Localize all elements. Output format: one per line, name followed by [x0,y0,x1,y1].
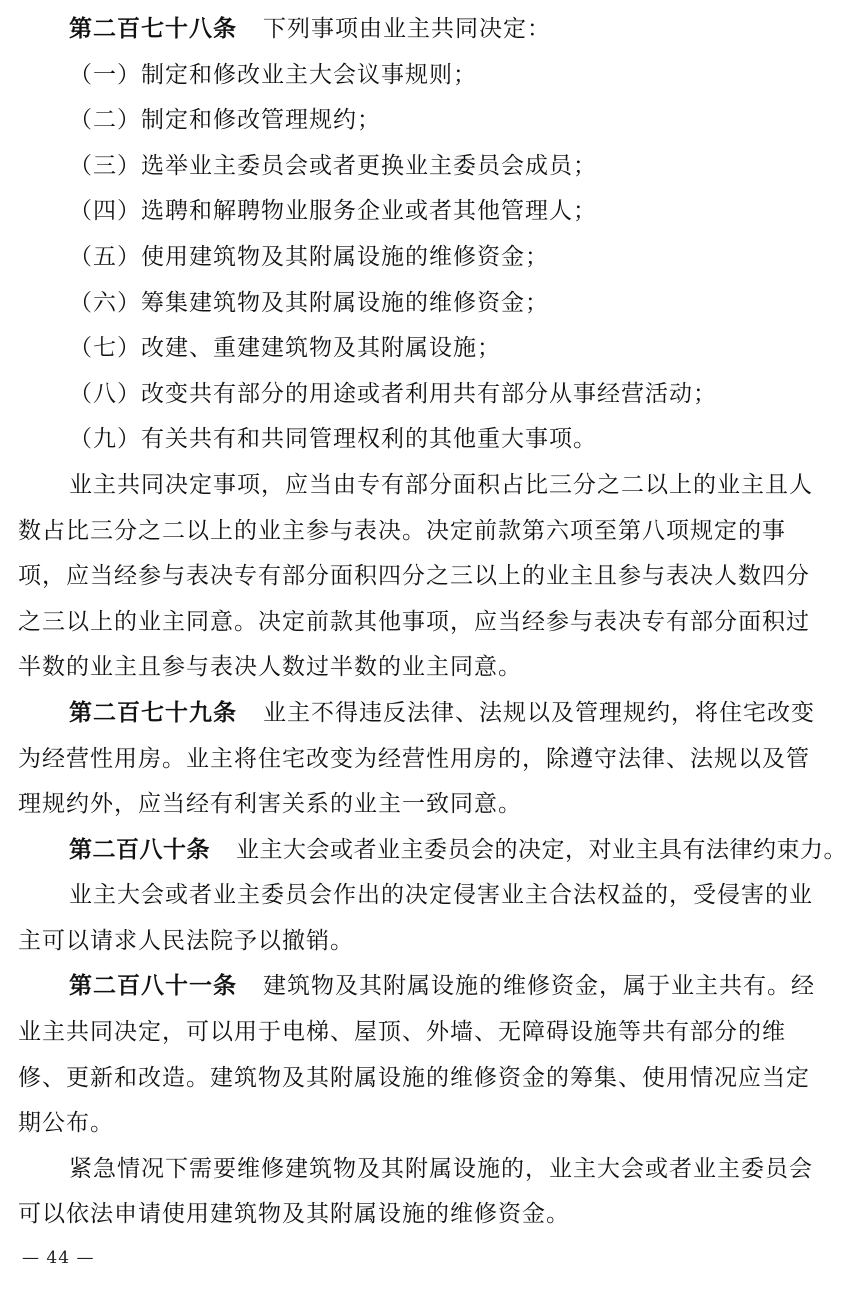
article-281-heading-line [18,964,852,1010]
article-278-item: （九）有关共有和共同管理权利的其他重大事项。 [69,426,597,453]
article-278-item: （二）制定和修改管理规约； [69,107,381,134]
article-281-heading: 第二百八十一条 [69,973,237,1000]
article-278-item: （八）改变共有部分的用途或者利用共有部分从事经营活动； [69,380,717,407]
article-278-item: （三）选举业主委员会或者更换业主委员会成员； [69,152,597,179]
article-280-paragraph-line: 主可以请求人民法院予以撤销。 [18,927,354,954]
article-278-item: （六）筹集建筑物及其附属设施的维修资金； [69,289,549,316]
article-279-heading-line [18,691,852,737]
article-278-item: （五）使用建筑物及其附属设施的维修资金； [69,243,549,270]
article-280-text: 业主大会或者业主委员会的决定，对业主具有法律约束力。 [236,836,847,863]
article-278-paragraph-line: 之三以上的业主同意。决定前款其他事项，应当经参与表决专有部分面积过 [18,608,810,635]
article-278-heading-line [18,7,852,53]
article-281-line: 修、更新和改造。建筑物及其附属设施的维修资金的筹集、使用情况应当定 [18,1064,810,1091]
document-page [18,7,852,1238]
article-278-item: （七）改建、重建建筑物及其附属设施； [69,335,501,362]
article-281-paragraph-line: 可以依法申请使用建筑物及其附属设施的维修资金。 [18,1201,570,1228]
article-279-line: 为经营性用房。业主将住宅改变为经营性用房的，除遵守法律、法规以及管 [18,745,810,772]
article-278-heading: 第二百七十八条 [69,16,237,42]
article-279-text: 业主不得违反法律、法规以及管理规约，将住宅改变 [263,699,815,726]
article-281-line: 业主共同决定，可以用于电梯、屋顶、外墙、无障碍设施等共有部分的维 [18,1019,786,1046]
article-281-text: 建筑物及其附属设施的维修资金，属于业主共有。经 [263,973,815,1000]
article-279-line: 理规约外，应当经有利害关系的业主一致同意。 [18,791,522,818]
article-280-heading-line [18,828,852,874]
article-281-paragraph-line: 紧急情况下需要维修建筑物及其附属设施的，业主大会或者业主委员会 [69,1155,813,1182]
article-280-heading: 第二百八十条 [69,836,210,863]
page-number: — 44 — [22,1248,95,1268]
article-278-paragraph-line: 数占比三分之二以上的业主参与表决。决定前款第六项至第八项规定的事 [18,517,786,544]
article-280-paragraph-line: 业主大会或者业主委员会作出的决定侵害业主合法权益的，受侵害的业 [69,882,813,909]
article-279-heading: 第二百七十九条 [69,699,237,726]
article-278-item: （四）选聘和解聘物业服务企业或者其他管理人； [69,198,597,225]
article-278-paragraph-line: 项，应当经参与表决专有部分面积四分之三以上的业主且参与表决人数四分 [18,563,810,590]
article-278-paragraph-line: 业主共同决定事项，应当由专有部分面积占比三分之二以上的业主且人 [69,471,813,498]
article-278-item: （一）制定和修改业主大会议事规则； [69,61,477,88]
article-278-paragraph-line: 半数的业主且参与表决人数过半数的业主同意。 [18,654,522,681]
article-281-line: 期公布。 [18,1110,114,1137]
article-278-intro: 下列事项由业主共同决定： [263,16,551,42]
